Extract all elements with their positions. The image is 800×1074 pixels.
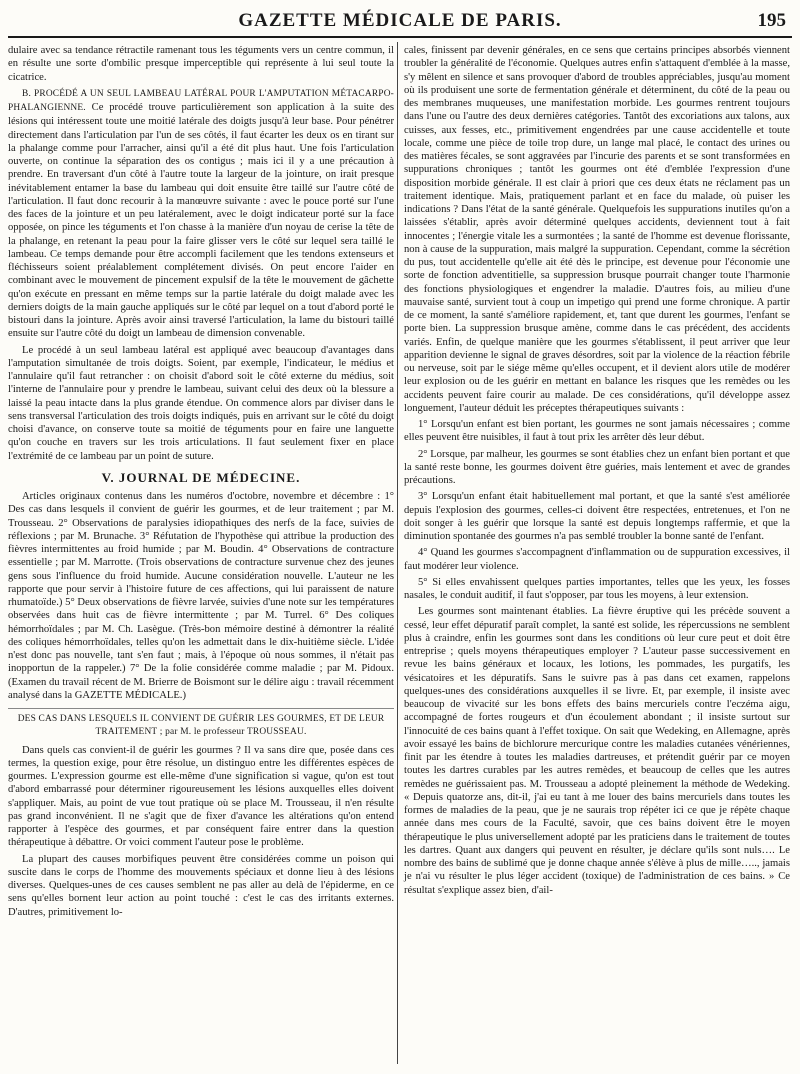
column-divider — [397, 42, 398, 1064]
paragraph-three-fingers: Le procédé à un seul lambeau latéral est appliqué avec beaucoup d'avantages dans l'amputation simultanée de trois doigts. Soient, par exemple, l'indicateur, le médius et l'annulaire qu'il faut retrancher : on choisit d'abord soit le côté externe du médius, soit l'interne de l'annulaire pour y prendre le lambeau, suivant celui des deux où la blessure a laissé la peau intacte dans la plus grande étendue. On commence alors par diviser dans le sens transversal l'articulation des trois doigts indiqués, puis en arrivant sur le côté du doigt choisi d'avance, on conserve toute sa moitié de téguments pour en faire une languette qu'on couche en travers sur les trois articulations. Il faut seulement fixer en place l'extrémité de ce lambeau par un point de suture. — [8, 344, 394, 462]
page-number: 195 — [757, 10, 786, 31]
precept-item: 1° Lorsqu'un enfant est bien portant, les gourmes ne sont jamais nécessaires ; comme elles peuvent être nuisibles, il faut à tout prix les arrêter dès leur début. — [404, 419, 790, 444]
section-title: V. JOURNAL DE MÉDECINE. — [101, 469, 301, 485]
paragraph-continuation: dulaire avec sa tendance rétractile ramenant tous les téguments vers un centre commun, il en résulte une sorte d'ombilic presque imperceptible qui représente à lui seul toute la cicatrice. — [8, 45, 394, 83]
precept-item: 3° Lorsqu'un enfant était habituellement mal portant, et que la santé s'est améliorée depuis l'explosion des gourmes, celles-ci doivent être respectées, entretenues, et l'on ne doit songer à les guérir que lorsque la santé est depuis longtemps raffermie, et que la diminution spontanée des gourmes n'a pas semblé troubler la bonne santé de l'enfant. — [404, 491, 790, 542]
paragraph-right-2: Les gourmes sont maintenant établies. La fièvre éruptive qui les précède souvent a cessé, leur effet dépuratif paraît complet, la santé est solide, les répercussions ne semblent plus à craindre, enfin les gourmes sont dans les conditions où leur cure peut et doit être entreprise ; quels moyens thérapeutiques employer ? L'auteur passe successivement en revue les bains généraux et locaux, les lotions, les pommades, les purgatifs, les vésicatoires et les dépuratifs. Sans le suivre pas à pas dans cet examen, rappelons quelques-unes des considérations auxquelles il se livre. Et, par exemple, il insiste avec beaucoup de vivacité sur les bons effets des bains mercuriels contre l'eczéma aigu, accompagné de fortes rougeurs et d'un écoulement abondant ; il insiste surtout sur l'innocuité de ces bains quant à l'effet toxique. On sait que Wedeking, en Allemagne, après avoir essayé les bains de bichlorure mercurique contre les maladies cutanées vénériennes, finit par les étendre à toutes les maladies dartreuses, et prétendit guérir par ce moyen toutes les dartres curables par les autres remèdes, et beaucoup de celles que les autres remèdes ne guérissaient pas. M. Trousseau a adopté pleinement la méthode de Wedeking. « Depuis quatorze ans, dit-il, j'ai eu tant à me louer des bains mercuriels dans toutes les formes de maladies de la peau, que je ne saurais trop répéter ici ce que je répète chaque année dans mes cours de la Faculté, savoir, que ces bains doivent être le moyen thérapeutique le plus universellement adopté par les praticiens dans le traitement de toutes les dartres. Quant aux dangers qui peuvent en résulter, je déclare qu'ils sont nuls…. Le nombre des bains de sublimé que je donne chaque année s'élève à plus de mille….., jamais je n'ai vu résulter le plus léger accident (toxique) de l'administration de ces bains. » Ce résultat s'explique assez bien, d'ail- — [404, 606, 790, 896]
publication-title: GAZETTE MÉDICALE DE PARIS. — [238, 10, 562, 31]
paragraph-article-1: Dans quels cas convient-il de guérir les gourmes ? Il va sans dire que, posée dans ces termes, la question exige, pour être résolue, un distinguo entre les différentes espèces de gourmes. L'expression gourme est elle-même d'une signification si vague, qu'on est tout d'abord embarrassé pour déterminer rigoureusement les lésions auxquelles elles doivent s'appliquer. Mais, au point de vue tout pratique où se place M. Trousseau, il n'en résulte pas grand inconvénient. Il ne s'agit que de fixer d'avance les altérations qu'on entend rapporter à l'espèce des gourmes, et par conséquent faire entrer dans la question thérapeutique à débattre. Or voici comment l'auteur pose le problème. — [8, 744, 394, 849]
paragraph-procedure-b — [8, 87, 394, 341]
paragraph-right-1: cales, finissent par devenir générales, en ce sens que certains principes absorbés viennent troubler la généralité de l'économie. Quelques autres enfin s'attaquent d'emblée à la masse, s'y mêlent en silence et sans provoquer d'abord de troubles appréciables, jusqu'au moment où ils produisent une sorte de fermentation générale et déterminent, du côté de la peau ou des membranes muqueuses, une manifestation morbide. Les gourmes rentrent toujours dans l'une ou l'autre des deux dernières catégories. Tantôt des excoriations aux talons, aux cuisses, aux fesses, etc., primitivement engendrées par une cause accidentelle et toute locale, comme une pièce de toile trop dure, un lange mal placé, le contact des urines ou des matières fécales, se sont aggravées par l'incurie des parents et se sont transformées en suppurations chroniques ; tantôt les gourmes ont été d'emblée l'expression d'une disposition morbide générale. Il est clair à priori que ces deux états ne réclament pas un traitement identique. Mais, pratiquement parlant et en face du malade, où puiser les indications ? Dans l'état de la santé générale. Quelquefois les suppurations inutiles qu'on a laissées s'établir, après avoir déterminé quelques accidents, deviennent tout à fait innocentes ; l'énergie vitale les a surmontées ; la santé de l'homme est devenue florissante, non à cause de la suppuration, mais malgré la suppuration. Cependant, comme la sécrétion du pus, tout accidentelle qu'elle ait été dès le principe, est devenue pour l'économie une sorte de fonction adventitielle, sa suppression brusque pourrait changer toute l'harmonie des fonctions physiologiques et engendrer la maladie. D'autres fois, au milieu d'une mauvaise santé, survient tout à coup un impetigo qui prend une forme chronique. A partir de ce moment, la santé s'améliore rapidement, et, tant que durent les gourmes, l'enfant se porte bien. La suppression brusque amène, comme dans le cas précédent, des accidents variés. Enfin, de quelque manière que les gourmes s'établissent, il peut arriver que leur apparition devienne le signal de graves désordres, soit par la violence de la réaction fébrile ou nerveuse, soit par le siége même qu'elles occupent, et il devient alors utile de modérer leur explosion ou de les guérir en mettant en balance les risques que les remèdes ou les accidents peuvent faire courir au malade. De ces considérations, qu'il développe assez longuement, l'auteur déduit les préceptes thérapeutiques suivants : — [404, 45, 790, 414]
right-column — [404, 44, 790, 900]
precept-item: 5° Si elles envahissent quelques parties importantes, telles que les yeux, les fosses nasales, le conduit auditif, il faut s'opposer, par tous les moyens, à leur extension. — [404, 576, 790, 601]
page-header — [8, 8, 792, 38]
left-column — [8, 44, 394, 922]
paragraph-journal-summary: Articles originaux contenus dans les numéros d'octobre, novembre et décembre : 1° Des cas dans lesquels il convient de guérir les gourmes, et de leur traitement ; par M. Trousseau. 2° Observations de paralysies idiopathiques des nerfs de la face, suivies de réflexions ; par M. Brunache. 3° Réfutation de l'hypothèse qui attribue la production des fièvres intermittentes au froid humide ; par M. Boudin. 4° Observations de contracture essentielle ; par M. Marrotte. (Trois observations de contracture survenue chez des jeunes gens sous l'influence du froid humide. Aucune considération nouvelle. L'auteur ne les rapporte que pour servir à l'histoire future de ces affections, qui lui paraissent de nature rhumatoïde.) 5° Deux observations de fièvre larvée, suivies d'une note sur les températures observées dans huit cas de fièvre intermittente ; par M. Turrel. 6° Des coliques hémorrhoïdales ; par M. Ch. Lasègue. (Très-bon mémoire destiné à démontrer la réalité des coliques hémorrhoïdales, telles qu'on les admettait dans le dix-huitième siècle. L'idée n'est donc pas nouvelle, tant s'en faut ; mais, à l'époque où nous sommes, il n'était pas inopportun de la rappeler.) 7° De la folie considérée comme maladie ; par M. Pidoux. (Examen du travail récent de M. Brierre de Boismont sur le délire aigu : travail récemment analysé dans la GAZETTE MÉDICALE.) — [8, 491, 394, 701]
procedure-heading: B. PROCÉDÉ A UN SEUL LAMBEAU LATÉRAL POUR L'AMPUTATION MÉTACARPO-PHALANGIENNE. — [8, 88, 394, 113]
precept-item: 4° Quand les gourmes s'accompagnent d'inflammation ou de suppuration excessives, il faut modérer leur violence. — [404, 547, 790, 572]
paragraph-article-2: La plupart des causes morbifiques peuvent être considérées comme un poison qui suscite dans le corps de l'homme des mouvements spéciaux et donne lieu à des lésions diverses. Quelques-unes de ces causes semblent ne pas aller au delà de l'épiderme, en ce sens qu'elles bornent leur action au point touché : c'est le cas des irritants externes. D'autres, primitivement lo- — [8, 853, 394, 918]
precepts-list — [404, 418, 790, 602]
procedure-body: Ce procédé trouve particulièrement son application à la suite des lésions qui intéressent toute une moitié latérale des doigts jusqu'à leur base. Pour pénétrer directement dans l'articulation par l'un de ses côtés, il faut écarter les deux os en tirant sur la phalange comme pour l'arracher, ainsi qu'il a été dit plus haut. Une fois l'articulation ouverte, on continue la séparation des os contigus ; mais ici il y a une précaution à prendre. En traversant d'un côté à l'autre toute la largeur de la jointure, on irait presque inévitablement entamer la base du lambeau qui doit ensuite être taillé sur l'autre côté de l'articulation. Il faut donc recourir à la manœuvre suivante : avec le pouce porté sur l'une des faces de la jointure et un peu latéralement, avec le doigt indicateur porté sur la face opposée, on pince les téguments et l'on chasse à la manière d'un noyau de cerise la tête de la phalange, en retenant la peau pour la faire glisser vers le côté sur lequel sera taillé le lambeau. Ce temps demande pour être accompli facilement que les tendons extenseurs et fléchisseurs soient préalablement complétement divisés. On peut encore l'aider en combinant avec le mouvement de pincement expulsif de la tête le mouvement de gâchette qu'on exécute en pressant en même temps sur la partie latérale du doigt malade avec les derniers doigts de la main gauche appliqués sur le côté par lequel on a tout d'abord porté le bistouri dans la jointure. Après avoir ainsi traversé l'articulation, la lame du bistouri taillé ensuite sur l'autre côté du doigt un lambeau de dimension convenable. — [8, 102, 394, 340]
article-title: DES CAS DANS LESQUELS IL CONVIENT DE GUÉRIR LES GOURMES, ET DE LEUR TRAITEMENT ; par M. le professeur TROUSSEAU. — [8, 708, 394, 740]
precept-item: 2° Lorsque, par malheur, les gourmes se sont établies chez un enfant bien portant et que la santé reste bonne, les gourmes doivent être guéries, mais lentement et avec de grandes précautions. — [404, 448, 790, 486]
